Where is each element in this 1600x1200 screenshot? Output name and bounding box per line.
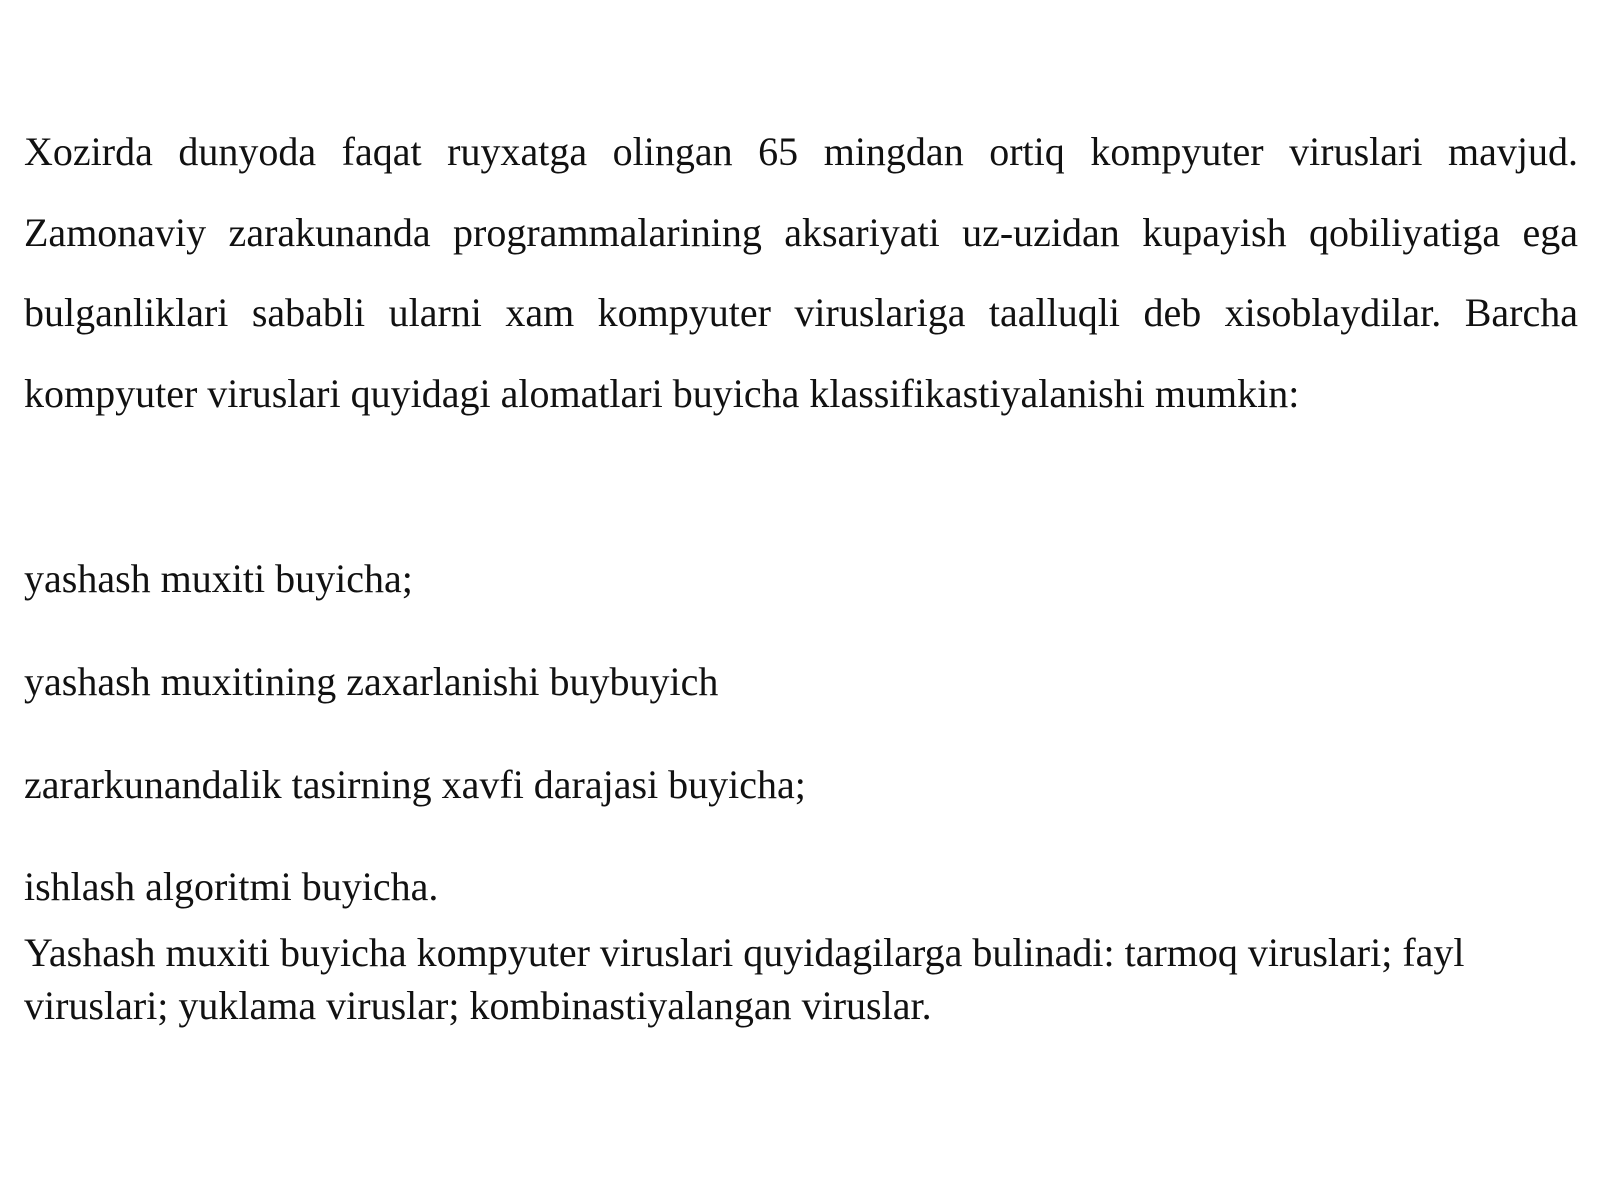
classification-item-infection: yashash muxitining zaxarlanishi buybuyich	[24, 659, 719, 704]
intro-paragraph: Xozirda dunyoda faqat ruyxatga olingan 65 mingdan ortiq kompyuter viruslari mavjud. Zamonaviy zarakunanda programmalarining aksariyati uz-uzidan kupayish qobiliyatiga ega bulganliklari sababli ularni xam kompyuter viruslariga taalluqli deb xisoblaydilar. Barcha kompyuter viruslari quyidagi alomatlari buyicha klassifikastiyalanishi mumkin:	[24, 129, 1578, 416]
classification-item-habitat: yashash muxiti buyicha;	[24, 556, 413, 601]
classification-item-danger-level: zararkunandalik tasirning xavfi darajasi buyicha;	[24, 762, 806, 807]
closing-paragraph: Yashash muxiti buyicha kompyuter viruslari quyidagilarga bulinadi: tarmoq viruslari; fayl viruslari; yuklama viruslar; kombinastiyalangan viruslar.	[24, 930, 1465, 1028]
classification-item-algorithm: ishlash algoritmi buyicha.	[24, 864, 439, 909]
